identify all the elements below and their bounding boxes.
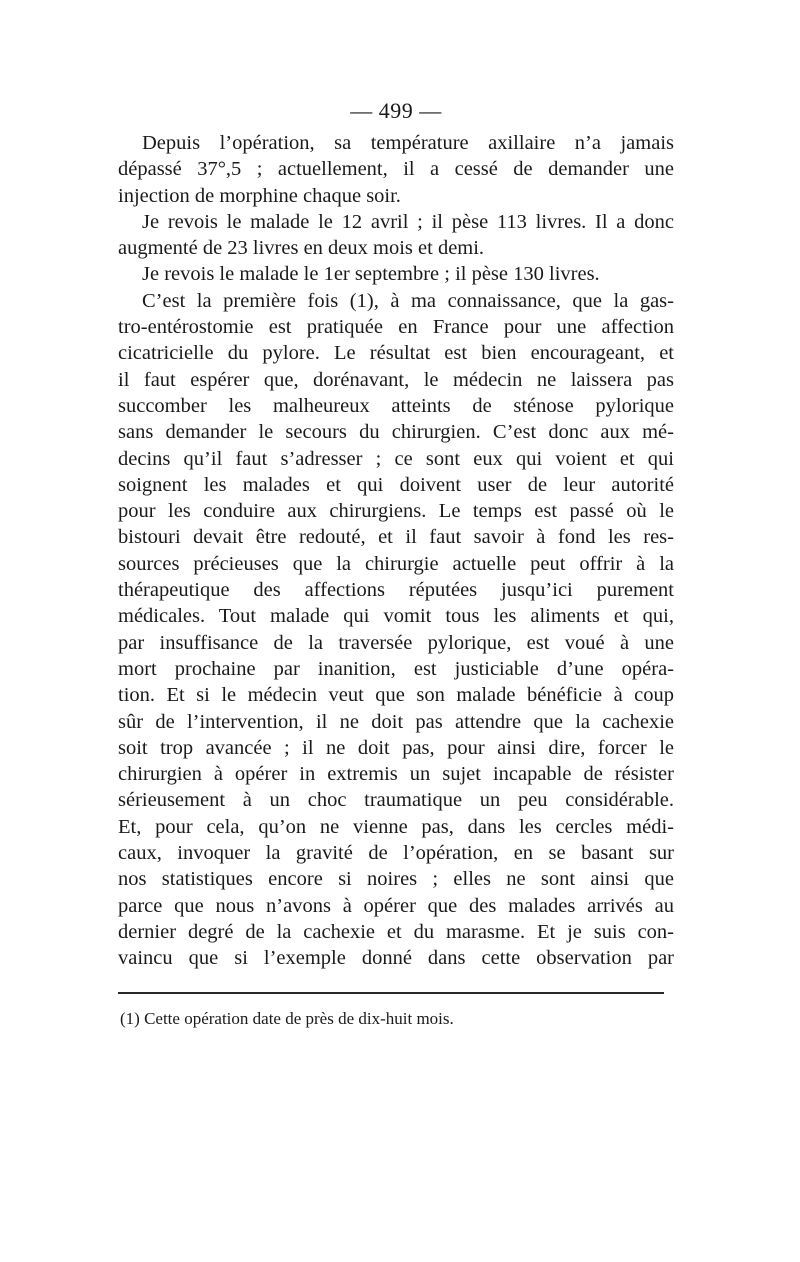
text-line: thérapeutique des affections réputées jusqu’ici purement [118,579,674,602]
footnote-separator [118,992,664,994]
text-line: mort prochaine par inanition, est justiciable d’une opéra- [118,657,674,680]
text-line: sans demander le secours du chirurgien. C’est donc aux mé- [118,421,674,444]
text-line: C’est la première fois (1), à ma connaissance, que la gas- [142,289,674,312]
text-line: succomber les malheureux atteints de sténose pylorique [118,394,674,417]
text-line: tion. Et si le médecin veut que son malade bénéficie à coup [118,684,674,707]
page-number: — 499 — [350,98,442,123]
text-line: pour les conduire aux chirurgiens. Le temps est passé où le [118,500,674,523]
text-line: soit trop avancée ; il ne doit pas, pour ainsi dire, forcer le [118,736,674,759]
text-line: augmenté de 23 livres en deux mois et demi. [118,237,485,260]
text-line: sûr de l’intervention, il ne doit pas attendre que la cachexie [118,710,674,733]
text-line: caux, invoquer la gravité de l’opération, en se basant sur [118,842,674,865]
text-line: Depuis l’opération, sa température axillaire n’a jamais [142,132,674,154]
text-line: chirurgien à opérer in extremis un sujet incapable de résister [118,763,674,786]
text-line: médicales. Tout malade qui vomit tous les aliments et qui, [118,605,674,628]
text-line: bistouri devait être redouté, et il faut savoir à fond les res- [118,526,674,549]
text-line: decins qu’il faut s’adresser ; ce sont eux qui voient et qui [118,447,674,470]
text-line: cicatricielle du pylore. Le résultat est bien encourageant, et [118,342,674,365]
text-line: sources précieuses que la chirurgie actuelle peut offrir à la [118,552,674,575]
text-line: Je revois le malade le 1er septembre ; il pèse 130 livres. [142,263,600,286]
text-line: dernier degré de la cachexie et du marasme. Et je suis con- [118,920,674,943]
text-line: dépassé 37°,5 ; actuellement, il a cessé de demander une [118,158,674,181]
text-line: injection de morphine chaque soir. [118,184,401,207]
text-line: il faut espérer que, dorénavant, le médecin ne laissera pas [118,368,674,391]
text-line: soignent les malades et qui doivent user de leur autorité [118,473,674,496]
text-line: par insuffisance de la traversée pylorique, est voué à une [118,631,674,654]
text-line: Je revois le malade le 12 avril ; il pèse 113 livres. Il a donc [142,210,674,233]
body-text [118,130,674,972]
text-line: nos statistiques encore si noires ; elles ne sont ainsi que [118,868,674,891]
text-line: vaincu que si l’exemple donné dans cette observation par [118,947,674,970]
page [118,96,674,1030]
text-line: sérieusement à un choc traumatique un peu considérable. [118,789,674,812]
text-line: parce que nous n’avons à opérer que des malades arrivés au [118,894,674,917]
text-line: Et, pour cela, qu’on ne vienne pas, dans les cercles médi- [118,815,674,838]
text-line: tro-entérostomie est pratiquée en France pour une affection [118,316,674,339]
footnote: (1) Cette opération date de près de dix-huit mois. [120,1008,454,1028]
